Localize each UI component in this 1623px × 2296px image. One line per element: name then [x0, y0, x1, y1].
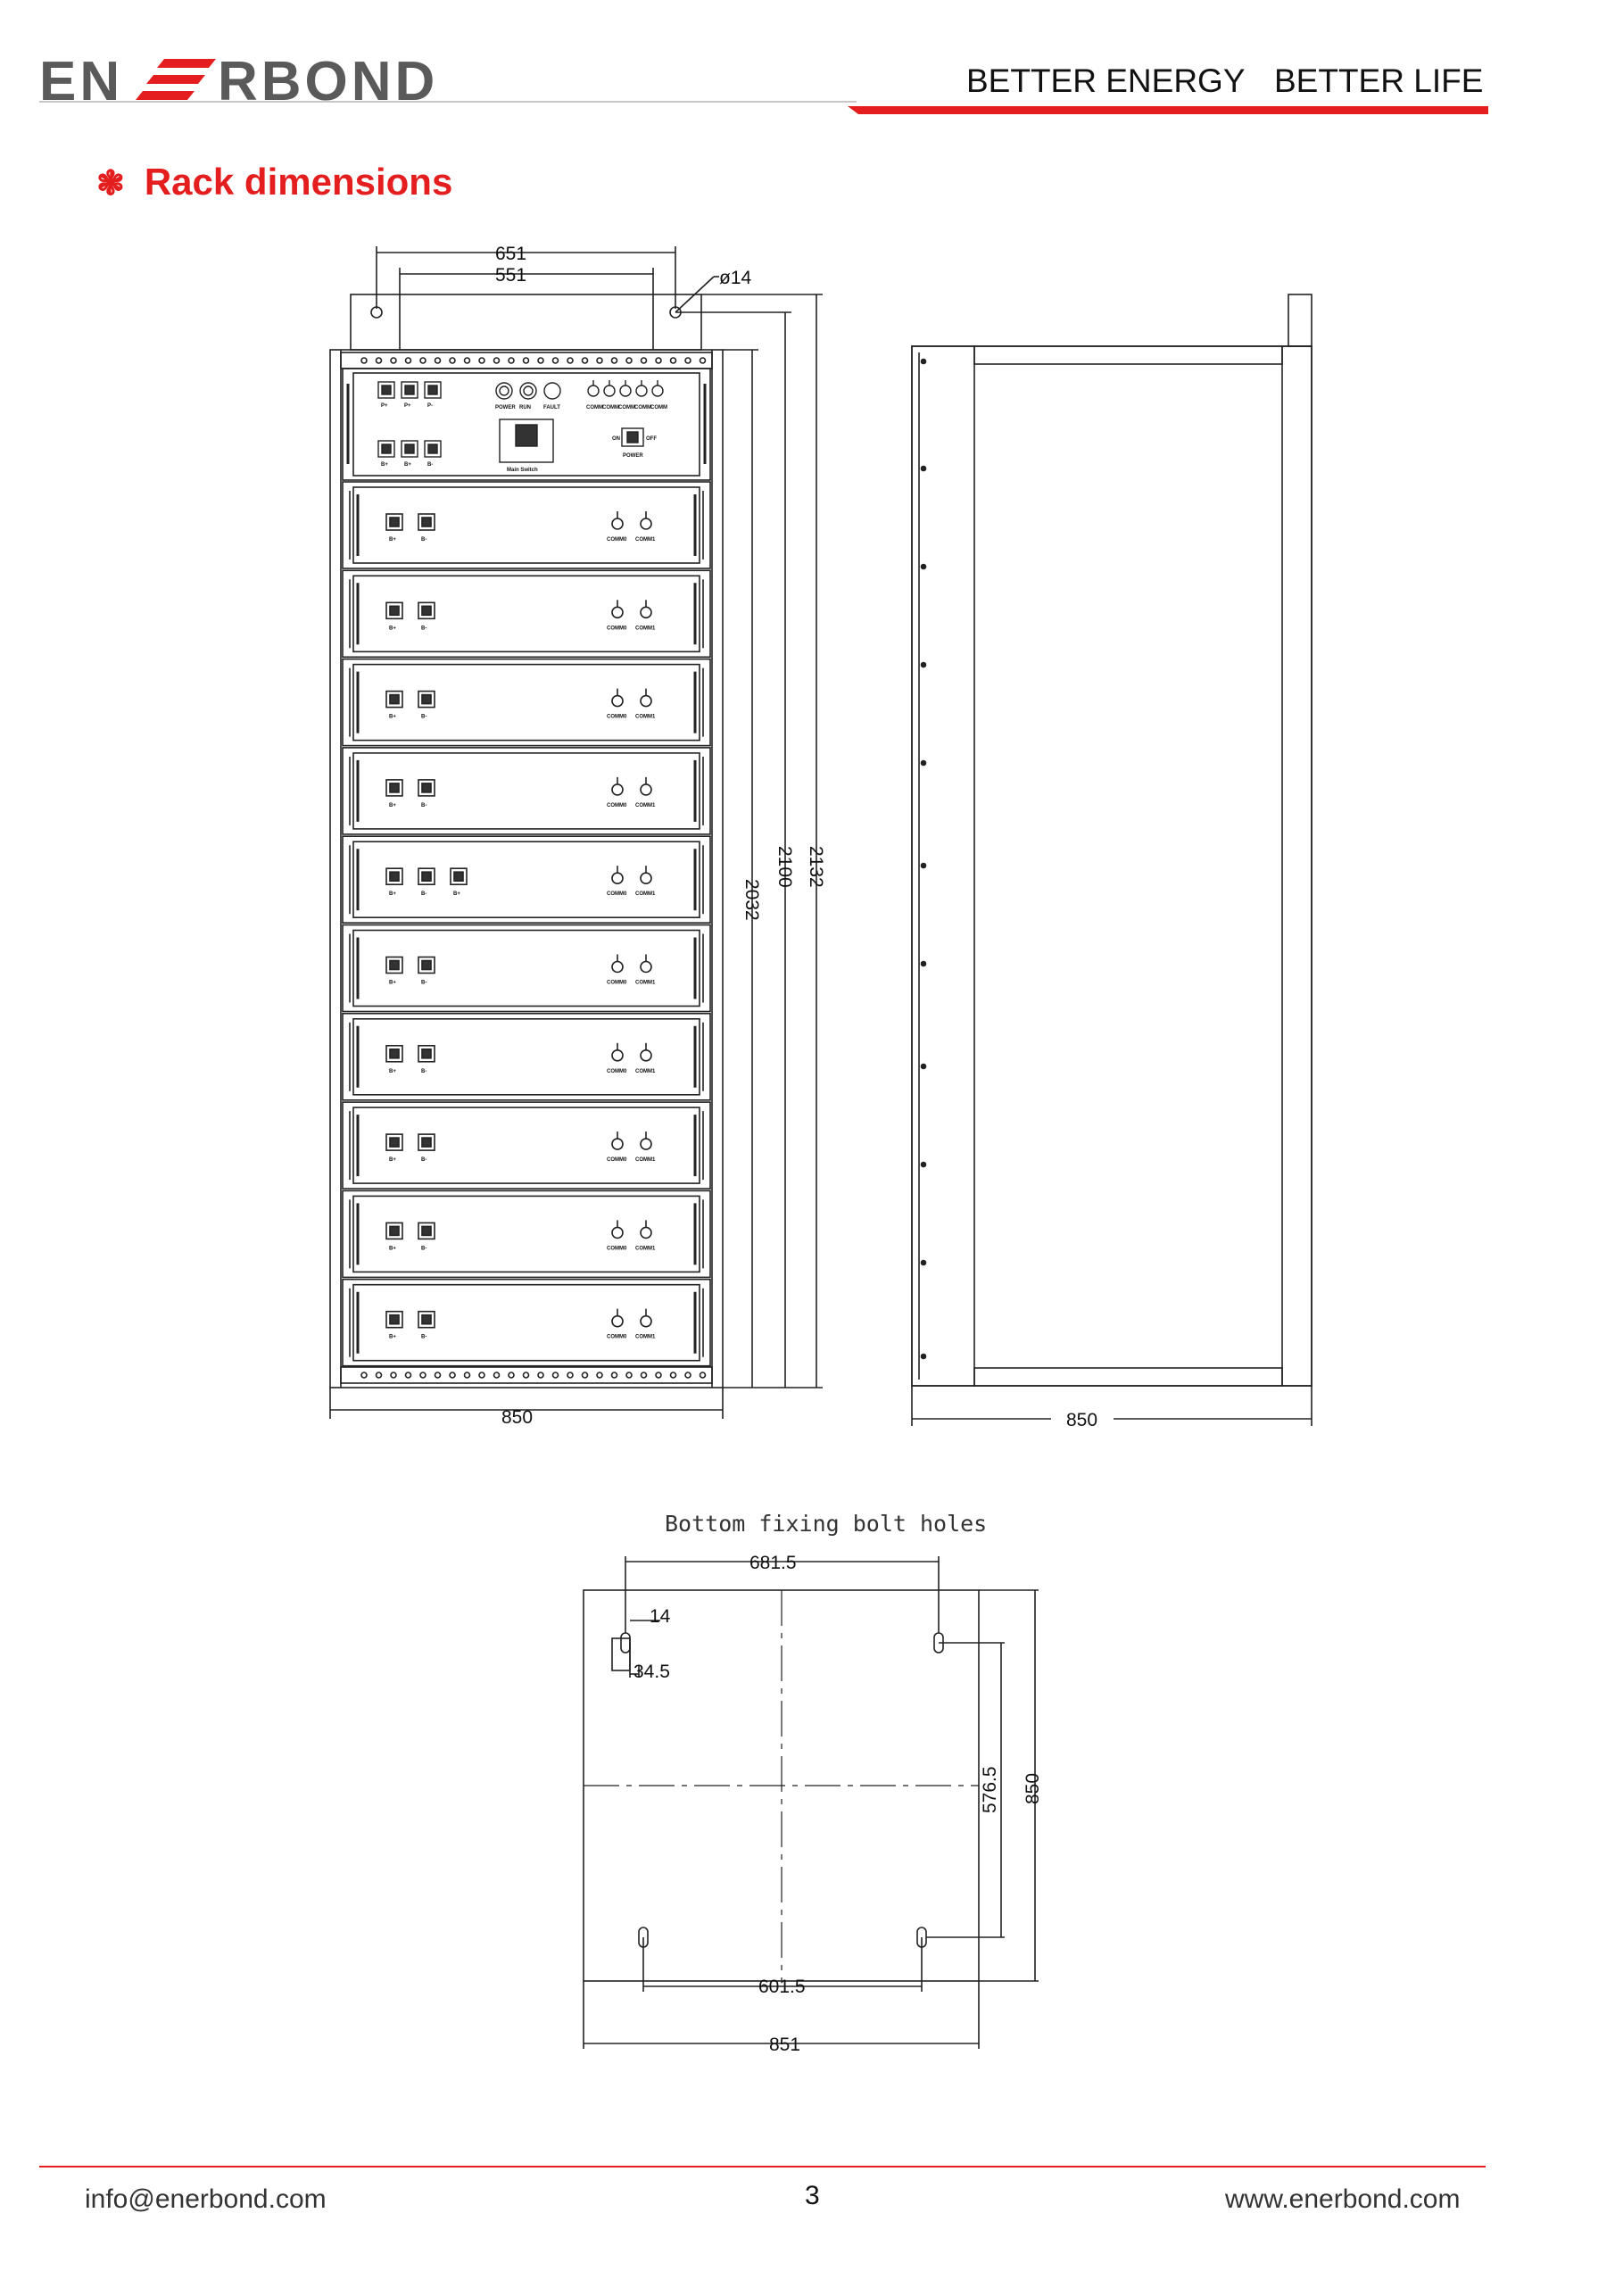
- side-mount-hole: [922, 1065, 926, 1069]
- battery-com-port: [641, 1139, 651, 1149]
- battery-com-port-label: COMM0: [607, 537, 627, 543]
- dim-601-5: 601.5: [758, 1977, 806, 1997]
- battery-com-port: [641, 696, 651, 707]
- rail-hole: [391, 358, 396, 363]
- side-mount-hole: [922, 864, 926, 868]
- battery-com-port: [612, 1139, 623, 1149]
- com-port: [620, 385, 631, 396]
- battery-terminal-label: B+: [389, 1334, 396, 1340]
- rail-hole: [524, 358, 529, 363]
- battery-com-port-label: COMM1: [635, 1246, 656, 1252]
- rail-hole: [361, 1372, 367, 1378]
- battery-terminal-label: B+: [389, 537, 396, 543]
- rail-hole: [479, 358, 484, 363]
- battery-terminal-label: B+: [389, 802, 396, 808]
- com-port: [588, 385, 599, 396]
- rail-hole: [377, 1372, 382, 1378]
- com-port-label: COMM: [618, 405, 635, 410]
- battery-com-port: [612, 1227, 623, 1238]
- battery-com-port: [612, 607, 623, 618]
- rail-hole: [420, 1372, 426, 1378]
- battery-terminal-label: B-: [421, 626, 427, 632]
- rail-hole: [377, 358, 382, 363]
- com-port-label: COMM: [634, 405, 651, 410]
- rail-hole: [509, 358, 514, 363]
- dim-hole-14: ø14: [719, 268, 752, 288]
- battery-terminal-label: B+: [389, 714, 396, 720]
- battery-com-port: [641, 1050, 651, 1061]
- rail-hole: [450, 1372, 455, 1378]
- battery-com-port-label: COMM0: [607, 626, 627, 632]
- rail-hole: [509, 1372, 514, 1378]
- rail-hole: [538, 358, 543, 363]
- battery-com-port-label: COMM0: [607, 1157, 627, 1164]
- rail-hole: [567, 358, 573, 363]
- battery-terminal-label: B+: [389, 1246, 396, 1252]
- battery-terminal-label: B+: [389, 626, 396, 632]
- battery-com-port-label: COMM0: [607, 802, 627, 808]
- battery-com-port-label: COMM0: [607, 1068, 627, 1074]
- indicator-light: [544, 383, 560, 399]
- footer-email[interactable]: info@enerbond.com: [85, 2184, 327, 2214]
- dim-576-5: 576.5: [980, 1766, 1000, 1813]
- battery-module: [343, 570, 710, 657]
- section-title: Rack dimensions: [144, 161, 453, 203]
- indicator-label: POWER: [495, 405, 516, 410]
- dim-height-2132: 2132: [806, 846, 826, 888]
- side-mount-hole: [922, 663, 926, 667]
- indicator-label: RUN: [519, 405, 531, 410]
- battery-com-port-label: COMM1: [635, 626, 656, 632]
- dim-681-5: 681.5: [749, 1553, 797, 1573]
- rail-hole: [671, 358, 676, 363]
- control-terminal-label: P+: [381, 403, 388, 409]
- power-label: POWER: [623, 453, 643, 459]
- battery-terminal-label: B-: [421, 1157, 427, 1164]
- battery-module: [343, 482, 710, 568]
- battery-terminal-label: B-: [421, 1246, 427, 1252]
- battery-terminal-label: B-: [421, 537, 427, 543]
- com-port-label: COMM: [586, 405, 603, 410]
- rail-hole: [671, 1372, 676, 1378]
- main-switch-label: Main Switch: [507, 468, 538, 473]
- battery-terminal-label: B-: [421, 802, 427, 808]
- dim-bottom-850: 850: [1023, 1772, 1043, 1804]
- battery-module: [343, 925, 710, 1012]
- battery-com-port: [612, 784, 623, 795]
- rail-hole: [494, 358, 500, 363]
- bolt-slot-top-left: [621, 1633, 630, 1653]
- rail-hole: [361, 358, 367, 363]
- battery-module: [343, 1280, 710, 1366]
- battery-com-port: [641, 518, 651, 529]
- com-port-label: COMM: [602, 405, 619, 410]
- battery-module: [343, 1190, 710, 1277]
- logo-text-rbond: RBOND: [218, 52, 439, 109]
- bottom-view: [584, 1556, 1039, 2049]
- battery-com-port: [612, 1050, 623, 1061]
- battery-com-port: [612, 1316, 623, 1327]
- rail-hole: [406, 358, 411, 363]
- rail-hole: [642, 1372, 647, 1378]
- rail-hole: [626, 1372, 632, 1378]
- battery-com-port: [641, 607, 651, 618]
- rail-hole: [567, 1372, 573, 1378]
- rail-hole: [612, 1372, 617, 1378]
- tagline-better-energy: BETTER ENERGY: [966, 62, 1246, 99]
- rail-hole: [642, 358, 647, 363]
- rail-hole: [685, 1372, 691, 1378]
- rail-hole: [597, 358, 602, 363]
- com-port-label: COMM: [650, 405, 667, 410]
- side-view: [912, 294, 1312, 1426]
- battery-com-port: [641, 1227, 651, 1238]
- side-mount-hole: [922, 467, 926, 471]
- front-view: [330, 246, 823, 1419]
- indicator-light: [520, 383, 536, 399]
- rail-hole: [583, 358, 588, 363]
- power-off-label: OFF: [646, 436, 657, 442]
- dim-651: 651: [495, 244, 527, 264]
- side-mount-hole: [922, 761, 926, 766]
- battery-com-port: [641, 1316, 651, 1327]
- rail-hole: [685, 358, 691, 363]
- battery-com-port: [641, 873, 651, 883]
- side-outer-frame: [912, 346, 1312, 1386]
- battery-terminal-label: B-: [421, 891, 427, 898]
- rail-hole: [583, 1372, 588, 1378]
- dim-slot-14: 14: [650, 1606, 671, 1627]
- battery-module: [343, 659, 710, 746]
- footer-website[interactable]: www.enerbond.com: [1225, 2184, 1461, 2214]
- battery-com-port-label: COMM0: [607, 714, 627, 720]
- battery-module: [343, 1102, 710, 1189]
- battery-com-port: [612, 518, 623, 529]
- indicator-light: [496, 383, 512, 399]
- battery-com-port-label: COMM0: [607, 891, 627, 898]
- indicator-label: FAULT: [543, 405, 560, 410]
- battery-com-port: [641, 962, 651, 973]
- rail-hole: [656, 358, 661, 363]
- com-port: [636, 385, 647, 396]
- rail-hole: [465, 358, 470, 363]
- side-mount-hole: [922, 962, 926, 966]
- page-number: 3: [805, 2181, 820, 2210]
- battery-com-port-label: COMM1: [635, 1157, 656, 1164]
- flower-bullet-icon: ❃: [96, 165, 125, 203]
- battery-com-port: [612, 873, 623, 883]
- com-port: [652, 385, 663, 396]
- rail-hole: [494, 1372, 500, 1378]
- battery-com-port-label: COMM1: [635, 1068, 656, 1074]
- dim-851: 851: [769, 2035, 801, 2055]
- side-mount-hole: [922, 360, 926, 364]
- rail-hole: [435, 358, 441, 363]
- bottom-view-title: Bottom fixing bolt holes: [665, 1511, 988, 1537]
- battery-com-port: [612, 696, 623, 707]
- battery-com-port-label: COMM1: [635, 1334, 656, 1340]
- battery-terminal-label: B-: [421, 980, 427, 986]
- rail-hole: [597, 1372, 602, 1378]
- battery-com-port: [612, 962, 623, 973]
- battery-terminal-label: B+: [389, 1068, 396, 1074]
- power-on-label: ON: [612, 436, 620, 442]
- rail-hole: [538, 1372, 543, 1378]
- dim-front-width-850: 850: [501, 1407, 534, 1428]
- logo-text-en: EN: [39, 52, 124, 109]
- battery-terminal-label: B-: [421, 1334, 427, 1340]
- rail-hole: [553, 1372, 559, 1378]
- battery-com-port-label: COMM0: [607, 1334, 627, 1340]
- rail-hole: [435, 1372, 441, 1378]
- dim-height-2100: 2100: [774, 846, 795, 888]
- battery-module: [343, 748, 710, 834]
- control-terminal-label: P-: [427, 403, 433, 409]
- control-terminal-label: B+: [381, 462, 388, 468]
- rail-hole: [656, 1372, 661, 1378]
- lifting-bracket: [351, 294, 701, 350]
- battery-module: [343, 1014, 710, 1100]
- side-bracket: [1288, 294, 1312, 346]
- battery-com-port-label: COMM1: [635, 802, 656, 808]
- rail-hole: [700, 1372, 706, 1378]
- control-terminal-label: B-: [427, 462, 434, 468]
- rail-hole: [465, 1372, 470, 1378]
- tagline-better-life: BETTER LIFE: [1274, 62, 1484, 99]
- rail-hole: [626, 358, 632, 363]
- rail-hole: [700, 358, 706, 363]
- battery-com-port: [641, 784, 651, 795]
- dim-height-2032: 2032: [741, 879, 762, 921]
- control-terminal-label: B+: [404, 462, 411, 468]
- rail-hole: [553, 358, 559, 363]
- side-mount-hole: [922, 1355, 926, 1359]
- battery-com-port-label: COMM1: [635, 537, 656, 543]
- rail-hole: [406, 1372, 411, 1378]
- battery-terminal-label: B-: [421, 714, 427, 720]
- rail-hole: [391, 1372, 396, 1378]
- battery-terminal-label: B+: [389, 891, 396, 898]
- rail-hole: [479, 1372, 484, 1378]
- battery-com-port-label: COMM0: [607, 980, 627, 986]
- dim-34-5: 34.5: [633, 1662, 670, 1682]
- side-mount-hole: [922, 1261, 926, 1265]
- battery-com-port-label: COMM1: [635, 891, 656, 898]
- battery-terminal-label: B+: [389, 1157, 396, 1164]
- battery-terminal-label: B+: [389, 980, 396, 986]
- side-mount-hole: [922, 565, 926, 569]
- battery-com-port-label: COMM1: [635, 714, 656, 720]
- rail-hole: [450, 358, 455, 363]
- com-port: [604, 385, 615, 396]
- battery-module: [343, 836, 710, 923]
- dim-551: 551: [495, 265, 527, 286]
- rail-hole: [524, 1372, 529, 1378]
- dim-side-depth-850: 850: [1066, 1410, 1098, 1430]
- side-mount-hole: [922, 1163, 926, 1167]
- battery-terminal-label: B-: [421, 1068, 427, 1074]
- rail-hole: [420, 358, 426, 363]
- rail-hole: [612, 358, 617, 363]
- control-module-panel: [378, 380, 663, 462]
- battery-com-port-label: COMM0: [607, 1246, 627, 1252]
- control-terminal-label: P+: [404, 403, 411, 409]
- battery-terminal-label: B+: [453, 891, 460, 898]
- battery-com-port-label: COMM1: [635, 980, 656, 986]
